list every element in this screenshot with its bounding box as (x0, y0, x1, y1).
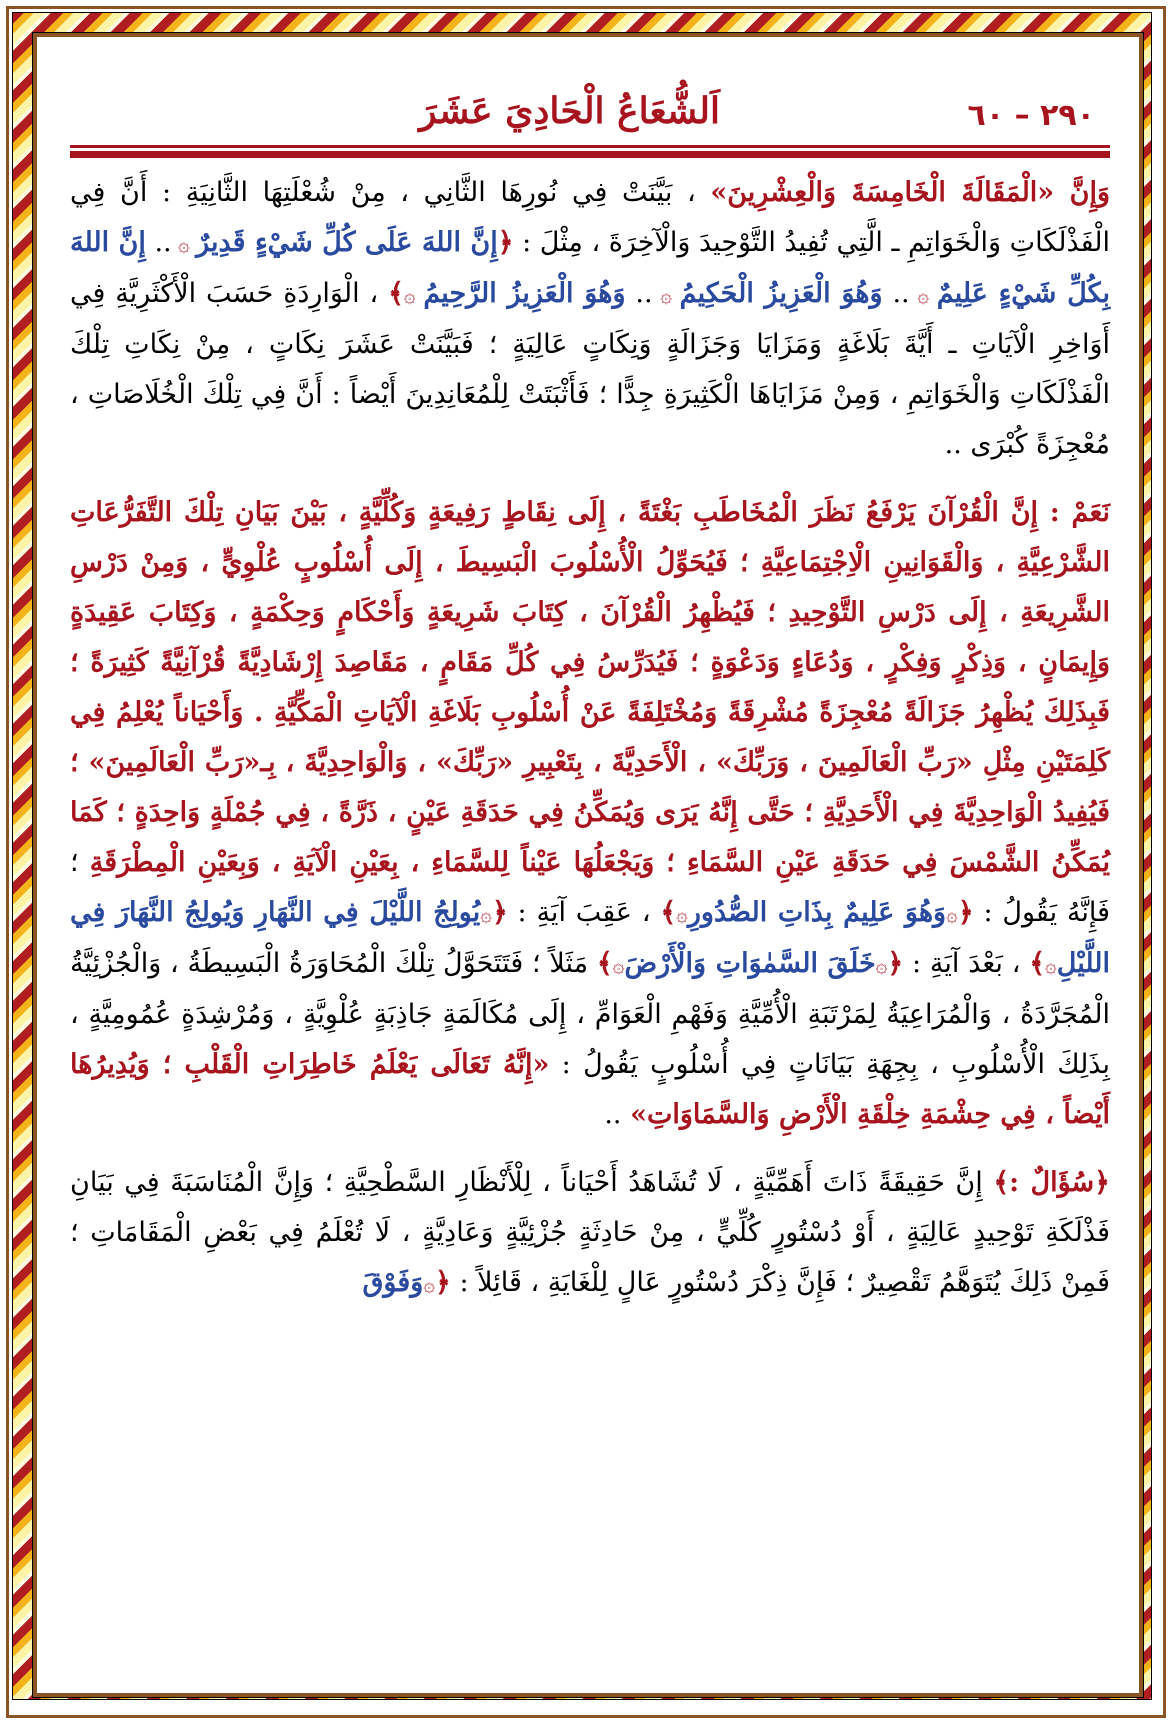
body-text-run: ؛ فَإِنَّهُ يَقُولُ : (70, 847, 1110, 928)
rosette-icon: ۞ (1045, 953, 1057, 977)
page-title: اَلشُّعَاعُ الْحَادِيَ عَشَرَ (419, 90, 720, 132)
body-text (70, 168, 1110, 1327)
paragraph-3 (70, 1158, 1110, 1309)
body-text-run: ، الْوَارِدَةِ حَسَبَ الْأَكْثَرِيَّةِ فِي أَوَاخِرِ الْآيَاتِ ـ أَيَّةَ بَلَاغَةٍ وَمَزَايَا وَجَزَالَةٍ وَنِكَاتٍ عَالِيَةٍ ؛ فَبَيَّنَتْ عَشَرَ نِكَاتٍ ، مِنْ نِكَاتِ تِلْكَ الْفَذْلَكَاتِ وَالْخَوَاتِمِ ، وَمِنْ مَزَايَاهَا الْكَثِيرَةِ جِدًّا ؛ فَأَثْبَتَتْ لِلْمُعَانِدِينَ أَيْضاً : أَنَّ فِي تِلْكَ الْخُلَاصَاتِ ، مُعْجِزَةً كُبْرَى .. (70, 278, 1110, 460)
header-rule (70, 145, 1110, 158)
rosette-icon: ۞ (423, 1272, 436, 1296)
body-text-run: .. (625, 278, 653, 309)
ornate-bracket: ﴿ (957, 897, 974, 928)
page-header (70, 90, 1110, 145)
paragraph-2 (70, 488, 1110, 1140)
page-number: ٢٩٠ – ٦٠ (967, 98, 1095, 133)
quran-verse: وَهُوَ الْعَزِيزُ الرَّحِيمُ (423, 278, 626, 309)
body-text-run: .. (882, 278, 910, 309)
body-text-run: ، بَيَّنَتْ فِي نُورِهَا الثَّانِي ، مِنْ شُعْلَتِهَا الثَّانِيَةِ : أَنَّ فِي الْفَذْلَكَاتِ وَالْخَوَاتِمِ ـ الَّتِي تُفِيدُ التَّوْحِيدَ وَالْآخِرَةَ ، مِثْلَ : (70, 177, 1111, 258)
body-text-run: .. (145, 227, 172, 258)
quran-verse: وَفَوْقَ (362, 1267, 424, 1298)
quran-verse: يُولِجُ اللَّيْلَ فِي النَّهَارِ وَيُولِجُ النَّهَارَ فِي اللَّيْلِ (70, 897, 1111, 979)
rosette-icon: ۞ (909, 283, 937, 307)
rosette-icon: ۞ (612, 953, 625, 977)
ornate-bracket: ﴾ (660, 897, 677, 928)
rosette-icon: ۞ (652, 283, 680, 307)
quran-verse: وَهُوَ الْعَزِيزُ الْحَكِيمُ (679, 278, 883, 309)
body-text-run: .. (604, 1099, 631, 1130)
ornate-bracket: ﴾ (388, 278, 404, 309)
rosette-icon: ۞ (875, 953, 888, 977)
emphasis-text: نَعَمْ : إِنَّ الْقُرْآنَ يَرْفَعُ نَظَرَ الْمُخَاطَبِ بَغْتَةً ، إِلَى نِقَاطٍ رَفِيعَةٍ وَكُلِّيَّةٍ ، بَيْنَ بَيَانِ تِلْكَ التَّفَرُّعَاتِ الشَّرْعِيَّةِ ، وَالْقَوَانِينِ الْاِجْتِمَاعِيَّةِ ؛ فَيُحَوِّلُ الْأُسْلُوبَ الْبَسِيطَ ، إِلَى أُسْلُوبٍ عُلْوِيٍّ ، وَمِنْ دَرْسِ الشَّرِيعَةِ ، إِلَى دَرْسِ التَّوْحِيدِ ؛ فَيُظْهِرُ الْقُرْآنَ ، كِتَابَ شَرِيعَةٍ وَأَحْكَامٍ وَحِكْمَةٍ ، وَكِتَابَ عَقِيدَةٍ وَإِيمَانٍ ، وَذِكْرٍ وَفِكْرٍ ، وَدُعَاءٍ وَدَعْوَةٍ ؛ فَيُدَرِّسُ فِي كُلِّ مَقَامٍ ، مَقَاصِدَ إِرْشَادِيَّةً قُرْآنِيَّةً كَثِيرَةً ؛ فَبِذَلِكَ يُظْهِرُ جَزَالَةً مُعْجِزَةً مُشْرِقَةً وَمُخْتَلِفَةً عَنْ أُسْلُوبِ بَلَاغَةِ الْآيَاتِ الْمَكِّيَّةِ . وَأَحْيَاناً يُعْلِمُ فِي كَلِمَتَيْنِ مِثْلِ «رَبِّ الْعَالَمِينَ ، وَرَبِّكَ» ، الْأَحَدِيَّةَ ، بِتَعْبِيرِ «رَبِّكَ» ، وَالْوَاحِدِيَّةَ ، بِـ«رَبِّ الْعَالَمِينَ» ؛ فَيُفِيدُ الْوَاحِدِيَّةَ فِي الْأَحَدِيَّةِ ؛ حَتَّى إِنَّهُ يَرَى وَيُمَكِّنُ فِي حَدَقَةِ عَيْنٍ ، ذَرَّةً ، فِي جُمْلَةٍ وَاحِدَةٍ ؛ كَمَا يُمَكِّنُ الشَّمْسَ فِي حَدَقَةِ عَيْنِ السَّمَاءِ ؛ وَيَجْعَلُهَا عَيْناً لِلسَّمَاءِ ، بِعَيْنِ الْآيَةِ ، وَبِعَيْنِ الْمِطْرَقَةِ (70, 497, 1110, 878)
ornate-bracket: ﴿ (497, 227, 514, 258)
emphasis-text: وَإِنَّ «الْمَقَالَةَ الْخَامِسَةَ وَالْعِشْرِينَ» (710, 177, 1110, 208)
ornate-bracket: ﴿ (435, 1267, 451, 1298)
rosette-icon: ۞ (171, 232, 197, 256)
rosette-icon: ۞ (676, 902, 688, 926)
body-text-run: ، بَعْدَ آيَةِ : (903, 948, 1030, 979)
ornate-bracket: ﴾ (1029, 948, 1046, 979)
body-text-run: ، عَقِبَ آيَةِ : (507, 897, 661, 928)
emphasis-text: «إِنَّهُ تَعَالَى يَعْلَمُ خَاطِرَاتِ الْقَلْبِ ؛ وَيُدِيرُهَا أَيْضاً ، فِي حِشْمَةِ خِلْقَةِ الْأَرْضِ وَالسَّمَاوَاتِ» (70, 1049, 1110, 1130)
ornate-bracket: ﴾ (596, 948, 613, 979)
quran-verse: خَلَقَ السَّمٰوَاتِ وَالْأَرْضَ (624, 948, 876, 979)
quran-verse: إِنَّ اللهَ بِكُلِّ شَيْءٍ عَلِيمٌ (70, 227, 1111, 309)
body-text-run: إِنَّ حَقِيقَةً ذَاتَ أَهَمِّيَّةٍ ، لَا تُشَاهَدُ أَحْيَاناً ، لِلْأَنْظَارِ السَّطْحِيَّةِ ؛ وَإِنَّ الْمُنَاسَبَةَ فِي بَيَانِ فَذْلَكَةِ تَوْحِيدٍ عَالِيَةٍ ، أَوْ دُسْتُورٍ كُلِّيٍّ ، مِنْ حَادِثَةٍ جُزْئِيَّةٍ وَعَادِيَّةٍ ، لَا تُعْلَمُ فِي بَعْضِ الْمَقَامَاتِ ؛ فَمِنْ ذَلِكَ يُتَوَهَّمُ تَقْصِيرٌ ؛ فَإِنَّ ذِكْرَ دُسْتُورٍ عَالٍ لِلْغَايَةِ ، قَائِلاً : (70, 1167, 1110, 1298)
quran-verse: إِنَّ اللهَ عَلَى كُلِّ شَيْءٍ قَدِيرٌ (196, 227, 498, 258)
ornate-bracket: ﴾ (993, 1167, 1010, 1198)
ornate-bracket: ﴿ (1094, 1167, 1110, 1198)
paragraph-1 (70, 168, 1110, 470)
page-content (70, 90, 1111, 1298)
quran-verse: وَهُوَ عَلِيمٌ بِذَاتِ الصُّدُورِ (687, 897, 947, 928)
emphasis-text: سُؤَالٌ : (1009, 1167, 1095, 1198)
ornate-bracket: ﴿ (491, 897, 508, 928)
ornate-bracket: ﴿ (887, 948, 904, 979)
rosette-icon: ۞ (946, 902, 958, 926)
rosette-icon: ۞ (403, 283, 424, 307)
rosette-icon: ۞ (480, 902, 492, 926)
header-rule-thick (70, 151, 1110, 158)
body-text-run: مَثَلاً ؛ فَتَتَحَوَّلُ تِلْكَ الْمُحَاوَرَةُ الْبَسِيطَةُ ، وَالْجُزْئِيَّةُ الْمُجَرَّدَةُ ، وَالْمُرَاعِيَةُ لِمَرْتَبَةِ الْأُمِّيَّةِ وَفَهْمِ الْعَوَامِّ ، إِلَى مُكَالَمَةٍ جَاذِبَةٍ عُلْوِيَّةٍ ، وَمُرْشِدَةٍ عُمُومِيَّةٍ ، بِذَلِكَ الْأُسْلُوبِ ، بِجِهَةِ بَيَانَاتٍ فِي أُسْلُوبٍ يَقُولُ : (70, 948, 1110, 1080)
